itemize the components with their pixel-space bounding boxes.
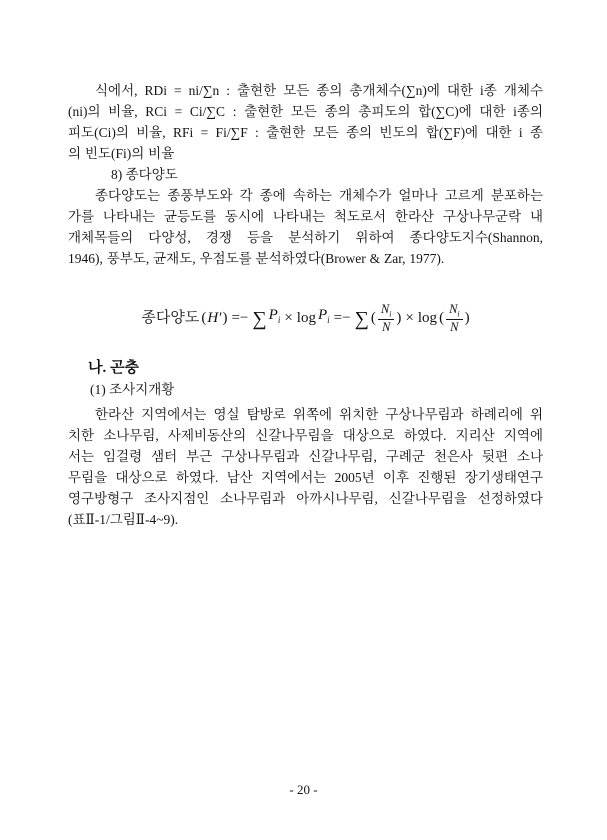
text-line: 종다양도는 종풍부도와 각 종에 속하는 개체수가 얼마나 고르게 분포하는 [95, 188, 543, 203]
fraction-numerator: $N_i$ [446, 302, 463, 320]
formula-times: × [284, 309, 293, 326]
formula-label-korean: 종다양도 [141, 309, 200, 326]
fraction-denominator: N [381, 319, 391, 334]
formula-paren: ( [370, 309, 376, 326]
species-diversity-formula [68, 295, 543, 341]
subheading-survey-overview: (1) 조사지개황 [90, 382, 175, 397]
sigma-symbol: ∑ [354, 307, 369, 330]
text-line: 의 빈도(Fi)의 비율 [68, 146, 175, 161]
formula-term-pi: $P_i$ [317, 307, 330, 325]
text-line: 개체목들의 다양성, 경쟁 등을 분석하기 위하여 종다양도지수(Shannon, [68, 230, 543, 245]
text-line: 가를 나타내는 균등도를 동시에 나타내는 척도로서 한라산 구상나무군락 내 [68, 209, 543, 224]
formula-times: × [405, 309, 414, 326]
fraction-numerator: $N_i$ [378, 302, 395, 320]
paragraph-species-diversity [68, 185, 543, 269]
formula-paren: ( [439, 309, 445, 326]
fraction-ni-over-n [378, 302, 395, 334]
text-line: 식에서, RDi = ni/∑n : 출현한 모든 종의 총개체수(∑n)에 대한 i종 개체수 [95, 83, 543, 98]
text-line: (표Ⅱ-1/그림Ⅱ-4~9). [68, 512, 179, 527]
paragraph-survey-sites [68, 404, 543, 530]
text-line: 피도(Ci)의 비율, RFi = Fi/∑F : 출현한 모든 종의 빈도의 합(∑F)에 대한 i 종 [68, 125, 543, 140]
formula-log: log [417, 309, 438, 326]
formula-paren: ) [396, 309, 402, 326]
text-line: 무림을 대상으로 하였다. 남산 지역에서는 2005년 이후 진행된 장기생태연구 [68, 470, 543, 485]
formula-term-pi: $P_i$ [268, 307, 281, 325]
page-number: - 20 - [289, 782, 318, 797]
text-line: 1946), 풍부도, 균재도, 우점도를 분석하였다(Brower & Zar, 1977). [68, 251, 445, 266]
text-line: (ni)의 비율, RCi = Ci/∑C : 출현한 모든 종의 총피도의 합(∑C)에 대한 i종의 [68, 104, 543, 119]
formula-paren: ) [464, 309, 470, 326]
heading-insect-section: 나. 곤충 [88, 360, 139, 376]
formula-paren: ( [201, 309, 207, 326]
formula-paren: ) [222, 309, 228, 326]
sigma-symbol: ∑ [252, 307, 267, 330]
text-line: 영구방형구 조사지점인 소나무림과 아까시나무림, 신갈나무림을 선정하였다 [68, 491, 543, 506]
formula-log: log [296, 309, 316, 326]
heading-species-diversity: 8) 종다양도 [111, 167, 178, 182]
fraction-denominator: N [450, 319, 459, 334]
formula-h-prime: H′ [207, 309, 222, 326]
formula-equals-minus: =− [333, 309, 351, 326]
paragraph-ratio-definitions [68, 80, 543, 164]
text-line: 치한 소나무림, 사제비동산의 신갈나무림을 대상으로 하였다. 지리산 지역에 [68, 428, 543, 443]
fraction-ni-over-n [446, 302, 463, 334]
formula-equals-minus: =− [231, 309, 249, 326]
page-content [68, 80, 543, 530]
text-line: 한라산 지역에서는 영실 탐방로 위쪽에 위치한 구상나무림과 하례리에 위 [95, 407, 543, 422]
text-line: 서는 임걸령 샘터 부근 구상나무림과 신갈나무림, 구례군 천은사 뒷편 소나 [68, 449, 543, 464]
